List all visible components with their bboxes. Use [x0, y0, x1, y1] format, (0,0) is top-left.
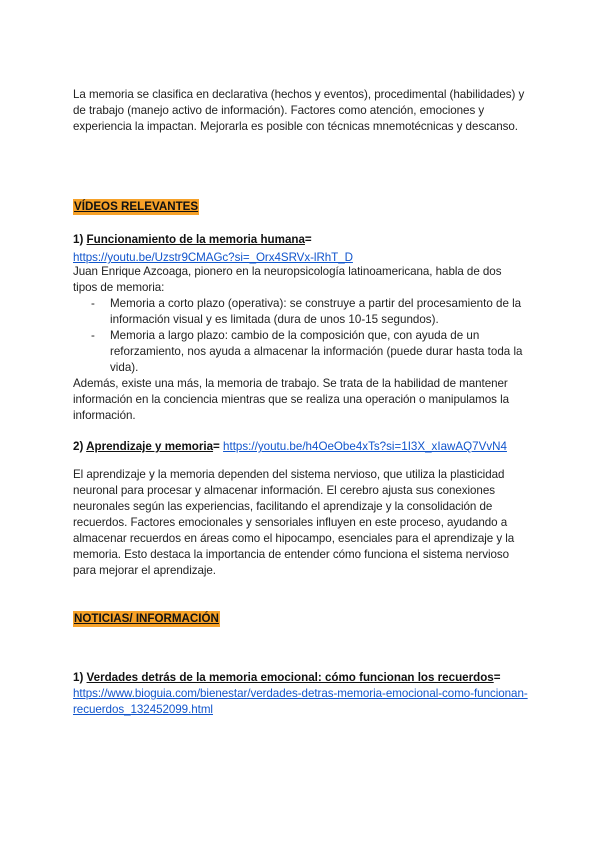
- video-1-link[interactable]: https://youtu.be/Uzstr9CMAGc?si=_Orx4SRVx-lRhT_D: [73, 251, 353, 264]
- news-1-eq: =: [493, 671, 501, 684]
- video-1-bullet-list: [73, 296, 531, 376]
- video-1-number: 1): [73, 233, 87, 246]
- news-1-link[interactable]: https://www.bioguia.com/bienestar/verdades-detras-memoria-emocional-como-funcionan-recuerdos_132452099.html: [73, 687, 528, 716]
- news-1-title: [73, 670, 501, 686]
- video-1-description: Juan Enrique Azcoaga, pionero en la neuropsicología latinoamericana, habla de dos tipos de memoria:: [73, 265, 502, 294]
- videos-section-heading: VÍDEOS RELEVANTES: [74, 200, 199, 213]
- news-1-number: 1): [73, 671, 87, 684]
- list-item: - Memoria a corto plazo (operativa): se construye a partir del procesamiento de la información visual y es limitada (dura de unos 10-15 segundos).: [73, 296, 531, 328]
- video-1-extra-paragraph: Además, existe una más, la memoria de trabajo. Se trata de la habilidad de mantener información en la conciencia mientras que se realiza una operación o manipulamos la información.: [73, 377, 510, 422]
- video-2-number: 2): [73, 440, 87, 453]
- news-section-heading: NOTICIAS/ INFORMACIÓN: [74, 612, 219, 625]
- video-1-eq: =: [304, 233, 312, 246]
- news-1-link-line: [73, 686, 529, 718]
- video-2-title-text: Aprendizaje y memoria: [86, 440, 214, 453]
- video-2-title: [73, 439, 507, 455]
- news-1-title-text: Verdades detrás de la memoria emocional: cómo funcionan los recuerdos: [86, 671, 494, 684]
- video-1-title-text: Funcionamiento de la memoria humana: [86, 233, 305, 246]
- intro-paragraph: La memoria se clasifica en declarativa (hechos y eventos), procedimental (habilidades) y de trabajo (manejo activo de información). Factores como atención, emociones y experiencia la impactan. Mejorarla es posible con técnicas mnemotécnicas y descanso.: [73, 88, 525, 133]
- video-2-eq: =: [213, 440, 224, 453]
- video-1-title: [73, 232, 312, 248]
- list-item: - Memoria a largo plazo: cambio de la composición que, con ayuda de un reforzamiento, nos ayuda a almacenar la información (puede durar hasta toda la vida).: [73, 328, 531, 376]
- video-2-link[interactable]: https://youtu.be/h4OeObe4xTs?si=1I3X_xIawAQ7VvN4: [223, 440, 507, 453]
- video-2-description: El aprendizaje y la memoria dependen del sistema nervioso, que utiliza la plasticidad neuronal para procesar y almacenar información. El cerebro ajusta sus conexiones neuronales según las experiencias, facilitando el aprendizaje y la consolidación de recuerdos. Factores emocionales y sensoriales influyen en este proceso, ayudando a almacenar recuerdos en áreas como el hipocampo, esenciales para el aprendizaje y la memoria. Esto destaca la importancia de entender cómo funciona el sistema nervioso para mejorar el aprendizaje.: [73, 468, 515, 577]
